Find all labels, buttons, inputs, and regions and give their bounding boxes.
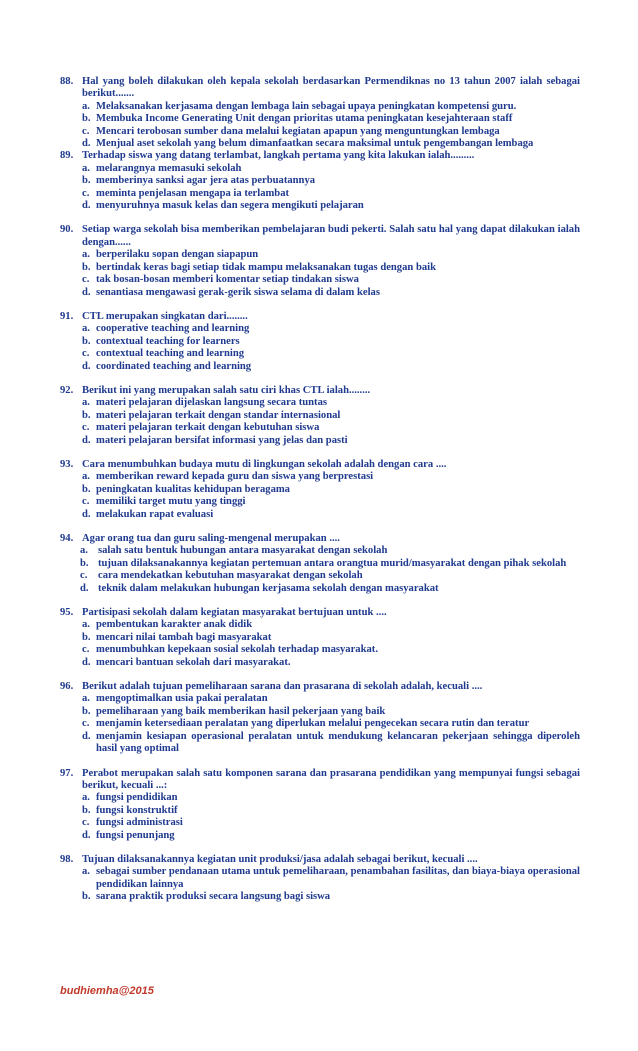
question-number: 95.	[60, 607, 74, 619]
option-letter: a.	[82, 693, 90, 705]
option-text: fungsi pendidikan	[96, 792, 178, 804]
option-letter: a.	[82, 397, 90, 409]
option-text: menjamin kesiapan operasional peralatan untuk mendukung kelancaran pekerjaan sehingga diperoleh hasil yang optimal	[96, 730, 580, 755]
answer-option	[60, 718, 580, 730]
option-text: materi pelajaran terkait dengan kebutuhan siswa	[96, 422, 320, 434]
answer-option	[60, 422, 580, 434]
option-letter: a.	[82, 323, 90, 335]
answer-option	[60, 336, 580, 348]
question-text-row	[60, 311, 580, 323]
option-text: sebagai sumber pendanaan utama untuk pemeliharaan, penambahan fasilitas, dan biaya-biaya operasional pendidikan lainnya	[96, 866, 580, 890]
question-item	[60, 854, 580, 904]
footer-signature: budhiemha@2015	[60, 985, 154, 997]
option-text: cara mendekatkan kebutuhan masyarakat dengan sekolah	[98, 570, 363, 582]
option-text: Menjual aset sekolah yang belum dimanfaatkan secara maksimal untuk pengembangan lembaga	[96, 138, 534, 150]
answer-option	[60, 570, 580, 582]
option-text: berperilaku sopan dengan siapapun	[96, 249, 259, 261]
question-text-row	[60, 854, 580, 866]
option-letter: a.	[82, 792, 90, 804]
option-text: mencari nilai tambah bagi masyarakat	[96, 631, 272, 643]
option-letter: d.	[82, 730, 91, 742]
option-text: melakukan rapat evaluasi	[96, 508, 214, 520]
question-number: 89.	[60, 150, 74, 162]
option-letter: c.	[82, 422, 90, 434]
answer-option	[60, 175, 580, 187]
option-letter: b.	[82, 409, 91, 421]
option-letter: c.	[80, 570, 88, 582]
question-number: 90.	[60, 224, 74, 236]
option-letter: a.	[80, 545, 88, 557]
option-text: melarangnya memasuki sekolah	[96, 162, 242, 174]
question-text-row	[60, 681, 580, 693]
option-letter: b.	[82, 705, 91, 717]
question-number: 92.	[60, 384, 74, 396]
answer-option	[60, 138, 580, 150]
option-list	[60, 323, 580, 373]
option-text: Membuka Income Generating Unit dengan prioritas utama peningkatan kesejahteraan staff	[96, 113, 513, 125]
option-text: meminta penjelasan mengapa ia terlambat	[96, 187, 290, 199]
option-letter: c.	[82, 496, 90, 508]
answer-option	[60, 262, 580, 274]
question-text: Cara menumbuhkan budaya mutu di lingkungan sekolah adalah dengan cara ....	[82, 458, 447, 470]
option-text: fungsi konstruktif	[96, 804, 178, 816]
option-text: tujuan dilaksanakannya kegiatan pertemuan antara orangtua murid/masyarakat dengan pihak sekolah	[98, 557, 567, 569]
question-item	[60, 607, 580, 669]
question-text-row	[60, 533, 580, 545]
answer-option	[60, 644, 580, 656]
option-letter: b.	[82, 113, 91, 125]
option-letter: d.	[82, 200, 91, 212]
option-text: tak bosan-bosan memberi komentar setiap tindakan siswa	[96, 274, 359, 286]
option-text: Mencari terobosan sumber dana melalui kegiatan apapun yang menguntungkan lembaga	[96, 125, 500, 137]
option-letter: b.	[80, 557, 89, 569]
answer-option	[60, 619, 580, 631]
question-text: Agar orang tua dan guru saling-mengenal merupakan ....	[82, 533, 340, 544]
answer-option	[60, 348, 580, 360]
option-text: memberikan reward kepada guru dan siswa yang berprestasi	[96, 471, 374, 483]
answer-option	[60, 471, 580, 483]
option-letter: c.	[82, 817, 90, 829]
question-item	[60, 224, 580, 298]
option-list	[60, 163, 580, 213]
question-text: Partisipasi sekolah dalam kegiatan masyarakat bertujuan untuk ....	[82, 607, 387, 619]
option-letter: a.	[82, 100, 90, 112]
option-list	[60, 619, 580, 669]
question-item	[60, 76, 580, 150]
question-item	[60, 459, 580, 521]
option-letter: a.	[82, 471, 90, 483]
option-letter: d.	[82, 829, 91, 841]
option-text: memiliki target mutu yang tinggi	[96, 496, 246, 508]
answer-option	[60, 397, 580, 409]
option-text: menjamin ketersediaan peralatan yang diperlukan melalui pengecekan secara rutin dan teratur	[96, 718, 530, 730]
option-list	[60, 397, 580, 447]
question-text: Setiap warga sekolah bisa memberikan pembelajaran budi pekerti. Salah satu hal yang dapat dilakukan ialah dengan......	[82, 224, 580, 248]
answer-option	[60, 496, 580, 508]
question-number: 93.	[60, 458, 74, 470]
answer-option	[60, 274, 580, 286]
option-text: peningkatan kualitas kehidupan beragama	[96, 483, 290, 495]
option-list	[60, 101, 580, 151]
answer-option	[60, 188, 580, 200]
option-text: sarana praktik produksi secara langsung bagi siswa	[96, 891, 331, 903]
question-text-row	[60, 224, 580, 249]
answer-option	[60, 830, 580, 842]
option-text: mencari bantuan sekolah dari masyarakat.	[96, 656, 291, 668]
option-list	[60, 866, 580, 903]
answer-option	[60, 891, 580, 903]
answer-option	[60, 731, 580, 756]
option-text: bertindak keras bagi setiap tidak mampu melaksanakan tugas dengan baik	[96, 261, 436, 273]
option-letter: a.	[82, 619, 90, 631]
option-letter: d.	[80, 582, 89, 594]
answer-option	[60, 866, 580, 891]
option-text: contextual teaching and learning	[96, 348, 245, 360]
option-text: teknik dalam melakukan hubungan kerjasama sekolah dengan masyarakat	[98, 582, 439, 594]
option-text: fungsi penunjang	[96, 829, 175, 841]
option-text: materi pelajaran bersifat informasi yang jelas dan pasti	[96, 434, 348, 446]
option-text: menumbuhkan kepekaan sosial sekolah terhadap masyarakat.	[96, 644, 378, 656]
answer-option	[60, 410, 580, 422]
question-text: Terhadap siswa yang datang terlambat, langkah pertama yang kita lakukan ialah.........	[82, 150, 475, 162]
option-letter: c.	[82, 348, 90, 360]
option-text: salah satu bentuk hubungan antara masyarakat dengan sekolah	[98, 545, 388, 557]
answer-option	[60, 805, 580, 817]
option-text: pemeliharaan yang baik memberikan hasil pekerjaan yang baik	[96, 705, 386, 717]
question-text-row	[60, 607, 580, 619]
option-letter: a.	[82, 249, 90, 261]
option-letter: d.	[82, 360, 91, 372]
answer-option	[60, 817, 580, 829]
question-number: 94.	[60, 533, 74, 544]
option-text: memberinya sanksi agar jera atas perbuatannya	[96, 175, 316, 187]
question-text-row	[60, 385, 580, 397]
option-list	[60, 792, 580, 842]
option-text: materi pelajaran dijelaskan langsung secara tuntas	[96, 397, 328, 409]
option-text: cooperative teaching and learning	[96, 323, 250, 335]
question-text: CTL merupakan singkatan dari........	[82, 310, 248, 322]
question-text-row	[60, 150, 580, 162]
answer-option	[60, 163, 580, 175]
answer-option	[60, 484, 580, 496]
option-letter: c.	[82, 274, 90, 286]
question-list	[60, 76, 580, 904]
option-letter: d.	[82, 508, 91, 520]
answer-option	[60, 323, 580, 335]
option-text: menyuruhnya masuk kelas dan segera mengikuti pelajaran	[96, 200, 364, 212]
option-letter: a.	[82, 162, 90, 174]
option-text: pembentukan karakter anak didik	[96, 619, 253, 631]
answer-option	[60, 706, 580, 718]
question-number: 97.	[60, 767, 74, 779]
question-text: Perabot merupakan salah satu komponen sarana dan prasarana pendidikan yang mempunyai fungsi sebagai berikut, kecuali ...:	[82, 767, 580, 791]
option-list	[60, 471, 580, 521]
option-letter: c.	[82, 718, 90, 730]
option-letter: b.	[82, 261, 91, 273]
option-text: fungsi administrasi	[96, 817, 183, 829]
option-letter: d.	[82, 286, 91, 298]
answer-option	[60, 200, 580, 212]
option-letter: b.	[82, 335, 91, 347]
question-item	[60, 681, 580, 755]
answer-option	[60, 545, 580, 557]
question-text: Tujuan dilaksanakannya kegiatan unit produksi/jasa adalah sebagai berikut, kecuali ....	[82, 853, 478, 865]
option-letter: c.	[82, 644, 90, 656]
option-letter: b.	[82, 891, 91, 903]
question-item	[60, 768, 580, 842]
answer-option	[60, 792, 580, 804]
answer-option	[60, 126, 580, 138]
answer-option	[60, 287, 580, 299]
option-list	[60, 545, 580, 595]
answer-option	[60, 113, 580, 125]
answer-option	[60, 558, 580, 570]
answer-option	[60, 249, 580, 261]
option-text: mengoptimalkan usia pakai peralatan	[96, 693, 268, 705]
option-list	[60, 693, 580, 755]
option-text: materi pelajaran terkait dengan standar internasional	[96, 409, 341, 421]
question-number: 96.	[60, 681, 74, 693]
question-text-row	[60, 768, 580, 793]
option-letter: d.	[82, 656, 91, 668]
question-number: 88.	[60, 76, 74, 87]
question-item	[60, 311, 580, 373]
answer-option	[60, 583, 580, 595]
option-letter: d.	[82, 138, 91, 150]
option-letter: c.	[82, 125, 90, 137]
answer-option	[60, 361, 580, 373]
question-text: Berikut adalah tujuan pemeliharaan sarana dan prasarana di sekolah adalah, kecuali ....	[82, 681, 483, 693]
option-list	[60, 249, 580, 299]
answer-option	[60, 435, 580, 447]
answer-option	[60, 509, 580, 521]
option-text: senantiasa mengawasi gerak-gerik siswa selama di dalam kelas	[96, 286, 380, 298]
answer-option	[60, 632, 580, 644]
question-text: Berikut ini yang merupakan salah satu ciri khas CTL ialah........	[82, 384, 371, 396]
option-letter: c.	[82, 187, 90, 199]
option-text: coordinated teaching and learning	[96, 360, 252, 372]
question-number: 91.	[60, 310, 74, 322]
option-text: contextual teaching for learners	[96, 335, 240, 347]
option-letter: b.	[82, 804, 91, 816]
question-text: Hal yang boleh dilakukan oleh kepala sekolah berdasarkan Permendiknas no 13 tahun 2007 ialah sebagai berikut.......	[82, 76, 580, 100]
question-item	[60, 150, 580, 212]
answer-option	[60, 657, 580, 669]
answer-option	[60, 101, 580, 113]
question-item	[60, 533, 580, 595]
question-text-row	[60, 76, 580, 101]
question-number: 98.	[60, 853, 74, 865]
option-letter: b.	[82, 631, 91, 643]
question-text-row	[60, 459, 580, 471]
option-letter: b.	[82, 175, 91, 187]
option-letter: a.	[82, 866, 90, 878]
question-item	[60, 385, 580, 447]
option-letter: b.	[82, 483, 91, 495]
option-text: Melaksanakan kerjasama dengan lembaga lain sebagai upaya peningkatan kompetensi guru.	[96, 100, 517, 112]
option-letter: d.	[82, 434, 91, 446]
answer-option	[60, 693, 580, 705]
